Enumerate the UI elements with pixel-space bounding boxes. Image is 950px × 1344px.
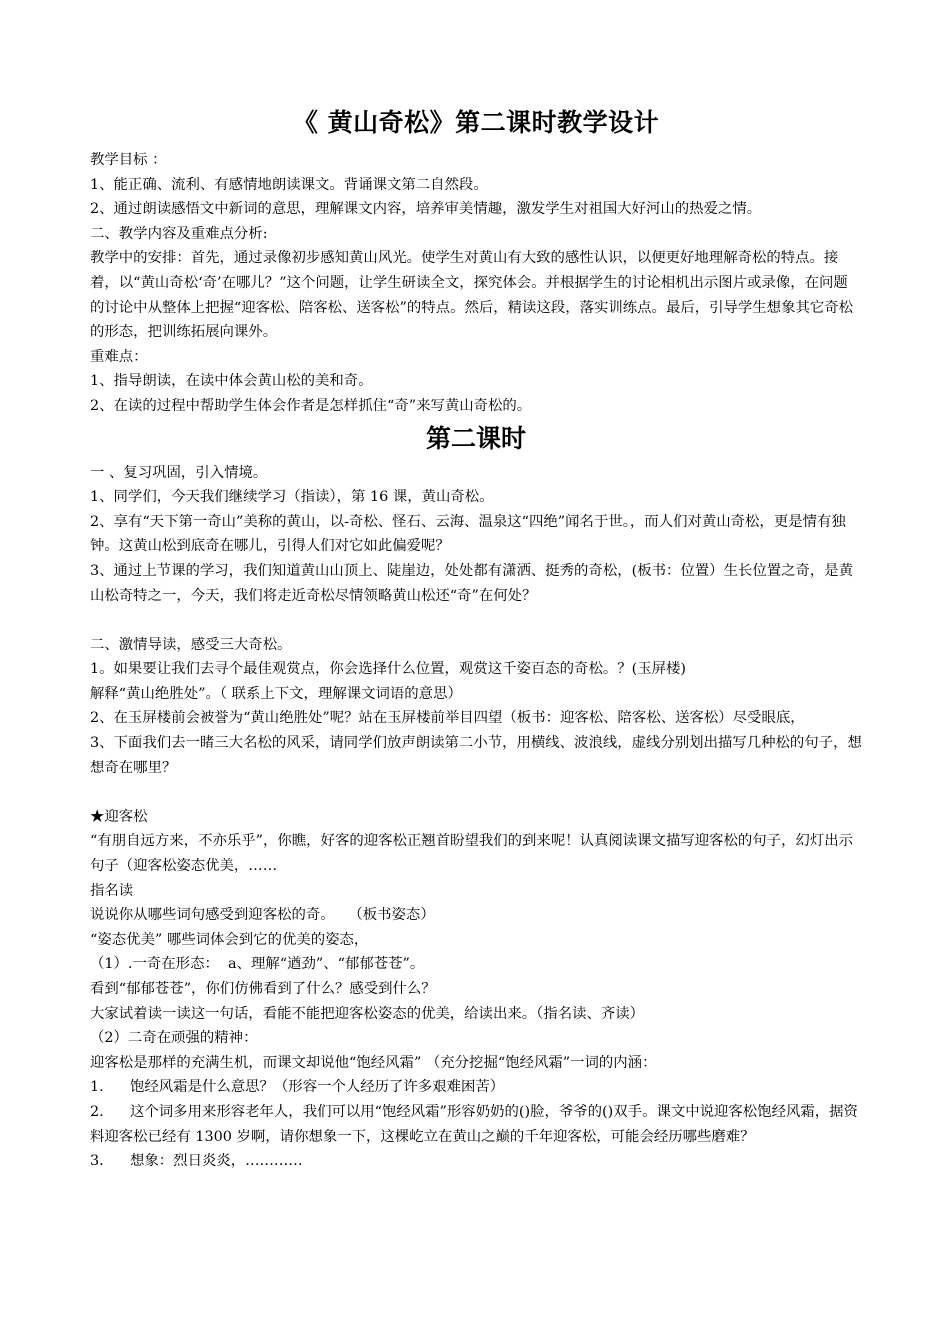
objectives-section	[90, 148, 862, 419]
paragraph: 重难点：	[90, 348, 148, 365]
paragraph: 2、通过朗读感悟文中新词的意思，理解课文内容，培养审美情趣，激发学生对祖国大好河山的热爱之情。	[90, 201, 762, 218]
list-number: 1.	[90, 1079, 104, 1096]
list-text: 想象：烈日炎炎，…………	[130, 1153, 303, 1170]
paragraph: （1）.一奇在形态： a、理解“遒劲”、“郁郁苍苍”。	[90, 956, 425, 973]
paragraph: ★迎客松	[90, 808, 148, 825]
list-text: 这个词多用来形容老年人，我们可以用“饱经风霜”形容奶奶的()脸，爷爷的()双手。课文中说迎客松饱经风霜，据资料迎客松已经有 1300 岁啊，请你想象一下，这棵屹立在黄山之巅的千年迎客松，可能会经历哪些磨难？	[90, 1103, 858, 1145]
paragraph: “姿态优美” 哪些词体会到它的优美的姿态，	[90, 931, 369, 948]
document-title: 《 黄山奇松》第二课时教学设计	[292, 108, 660, 137]
paragraph: 看到“郁郁苍苍”，你们仿佛看到了什么？感受到什么？	[90, 981, 436, 997]
paragraph: 大家试着读一读这一句话，看能不能把迎客松姿态的优美，给读出来。（指名读、齐读）	[90, 1005, 645, 1022]
paragraph: “有朋自远方来，不亦乐乎”，你瞧，好客的迎客松正翘首盼望我们的到来呢！认真阅读课文描写迎客松的句子，幻灯出示句子（迎客松姿态优美，……	[90, 833, 854, 875]
blank-line	[90, 780, 862, 805]
paragraph: 3、通过上节课的学习，我们知道黄山山顶上、陡崖边，处处都有潇洒、挺秀的奇松，(板书：位置）生长位置之奇，是黄山松奇特之一，今天，我们将走近奇松尽情领略黄山松还“奇”在何处？	[90, 562, 854, 604]
paragraph: 一 、复习巩固，引入情境。	[90, 464, 268, 481]
list-item	[90, 1100, 862, 1149]
paragraph: （2）二奇在顽强的精神：	[90, 1030, 258, 1047]
list-text: 饱经风霜是什么意思？（形容一个人经历了许多艰难困苦）	[130, 1079, 505, 1096]
paragraph: 教学目标 ：	[90, 152, 167, 168]
paragraph: 解释“黄山绝胜处”。（ 联系上下文，理解课文词语的意思）	[90, 685, 462, 702]
paragraph: 2、在玉屏楼前会被誉为“黄山绝胜处”呢？站在玉屏楼前举目四望（板书：迎客松、陪客松、送客松）尽受眼底，	[90, 710, 805, 727]
list-number: 3.	[90, 1153, 104, 1170]
paragraph: 说说你从哪些词句感受到迎客松的奇。 （板书姿态）	[90, 907, 435, 924]
paragraph: 二、教学内容及重难点分析:	[90, 225, 268, 242]
guided-reading-section	[90, 633, 862, 781]
paragraph: 1、指导朗读，在读中体会黄山松的美和奇。	[90, 373, 373, 390]
paragraph: 指名读	[90, 882, 134, 899]
paragraph: 1、同学们，今天我们继续学习（指读），第 16 课，黄山奇松。	[90, 489, 494, 506]
blank-line	[90, 608, 862, 633]
paragraph: 1。如果要让我们去寻个最佳观赏点，你会选择什么位置，观赏这千姿百态的奇松。？(玉屏楼)	[90, 661, 687, 678]
welcome-pine-section	[90, 805, 862, 1076]
list-item	[90, 1149, 862, 1174]
paragraph: 2、享有“天下第一奇山”美称的黄山，以-奇松、怪石、云海、温泉这“四绝”闻名于世。，而人们对黄山奇松，更是情有独钟。这黄山松到底奇在哪儿，引得人们对它如此偏爱呢？	[90, 513, 846, 555]
paragraph: 教学中的安排：首先，通过录像初步感知黄山风光。使学生对黄山有大致的感性认识，以便更好地理解奇松的特点。接着，以“黄山奇松‘奇’在哪儿？”这个问题，让学生研读全文，探究体会。并根据学生的讨论相机出示图片或录像，在问题的讨论中从整体上把握“迎客松、陪客松、送客松”的特点。然后，精读这段，落实训练点。最后，引导学生想象其它奇松的形态，把训练拓展向课外。	[90, 250, 854, 341]
paragraph: 2、在读的过程中帮助学生体会作者是怎样抓住“奇”来写黄山奇松的。	[90, 397, 532, 414]
list-item	[90, 1075, 862, 1100]
review-section	[90, 461, 862, 609]
section-heading: 第二课时	[425, 423, 526, 453]
paragraph: 迎客松是那样的充满生机，而课文却说他“饱经风霜” （充分挖掘“饱经风霜”一词的内涵：	[90, 1054, 657, 1071]
document-page	[90, 102, 862, 1174]
numbered-list	[90, 1075, 862, 1173]
paragraph: 1、能正确、流利、有感情地朗读课文。背诵课文第二自然段。	[90, 176, 488, 193]
paragraph: 二、激情导读，感受三大奇松。	[90, 636, 292, 653]
list-number: 2.	[90, 1103, 104, 1120]
paragraph: 3、下面我们去一睹三大名松的风采，请同学们放声朗读第二小节，用横线、波浪线，虚线分别划出描写几种松的句子，想想奇在哪里？	[90, 735, 862, 776]
